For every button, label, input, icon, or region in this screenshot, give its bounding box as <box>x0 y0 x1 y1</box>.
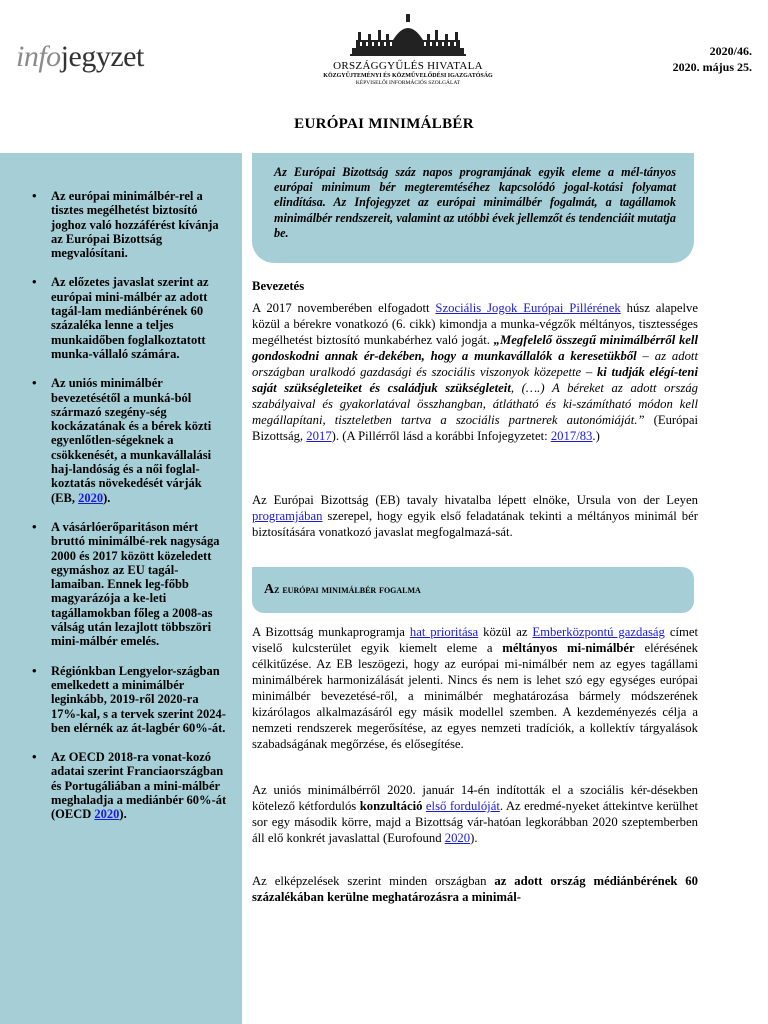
logo-jegyzet: jegyzet <box>60 40 144 73</box>
issue-date: 2020. május 25. <box>672 60 752 74</box>
summary-item: • Az OECD 2018-ra vonat-kozó adatai szerint Franciaországban és Portugáliában a mini-málbér meghaladja a mediánbér 60%-át (OECD 2020). <box>32 750 228 821</box>
infojegyzet-2017-83-link[interactable]: 2017/83 <box>550 429 593 443</box>
section-paragraph-3: Az elképzelések szerint minden országban az adott ország médiánbérének 60 százalékában kerülne meghatározásra a minimál- <box>252 874 698 904</box>
infojegyzet-logo <box>16 40 144 74</box>
program-link[interactable]: programjában <box>252 509 323 523</box>
pillar-link[interactable]: Szociális Jogok Európai Pillérének <box>435 301 621 315</box>
org-subtitle-1: KÖZGYŰJTEMÉNYI ÉS KÖZMŰVELŐDÉSI IGAZGATÓSÁG <box>323 73 493 79</box>
priorities-link[interactable]: hat prioritása <box>409 625 479 639</box>
summary-list <box>0 153 242 822</box>
intro-heading: Bevezetés <box>252 279 305 293</box>
eurofound-2020-link[interactable]: 2020 <box>444 831 471 845</box>
oecd-2020-link[interactable]: 2020 <box>94 807 120 822</box>
eb-2020-link[interactable]: 2020 <box>78 490 104 505</box>
section-paragraph-1: A Bizottság munkaprogramja hat prioritása közül az Emberközpontú gazdaság címet viselő kulcsterület egyik kiemelt eleme a méltányos mi-nimálbér elérésének célkitűzése. Az EB leszögezi, hogy az európai mi-nimálbér nem az egyes tagállami minimálbérek harmonizálását jelenti. Nincs és nem is lehet szó egy egységes európai minimálbér bevezetésé-ről, a minimálbér meghatározása bármely módszerének kizárólagos alkalmazásáról egy másik modellel szemben. A kezdeményezés célja a nemzeti rendszerek megerősítése, az egyes nemzeti tradíciók, a kollektív tárgyalások szabadságának megőrzése, és elősegítése. <box>252 625 698 751</box>
issue-info <box>673 43 752 75</box>
intro-paragraph-1: A 2017 novemberében elfogadott Szociális Jogok Európai Pillérének húsz alapelve közül a bérekre vonatkozó (6. cikk) kimondja a munka-végzők méltányos, tisztességes megélhetést biztosító munkabérhez való jogát. „Megfelelő összegű minimálbérről kell gondoskodni annak ér-dekében, hogy a munkavállalók a keresetükből – az adott országban uralkodó gazdasági és szociális viszonyok közepette – ki tudják elégí-teni saját szükségleteiket és családjuk szükségleteit, (….) A béreket az adott ország szabályaival és gyakorlatával összhangban, átlátható és ki-számítható módon kell megállapítani, tiszteletben tartva a szociális partnerek autonómiáját.” (Európai Bizottság, 2017). (A Pillérről lásd a korábbi Infojegyzetet: 2017/83.) <box>252 301 699 443</box>
org-header <box>318 14 498 86</box>
summary-sidebar <box>0 153 242 1024</box>
org-name: ORSZÁGGYŰLÉS HIVATALA <box>333 60 483 72</box>
parliament-building-icon <box>348 14 468 58</box>
page-title: EURÓPAI MINIMÁLBÉR <box>294 116 474 132</box>
logo-info: info <box>16 40 61 73</box>
intro-paragraph-2: Az Európai Bizottság (EB) tavaly hivatalba lépett elnöke, Ursula von der Leyen programjában szerepel, hogy egyik első feladatának tekinti a méltányos minimál bér biztosítására vonatkozó javaslat megfogalmazá-sát. <box>252 493 698 539</box>
summary-item: • Az európai minimálbér-rel a tisztes megélhetést biztosító joghoz való hozzáférést kívánja az Európai Bizottság megvalósítani. <box>32 189 228 260</box>
summary-item: • Régiónkban Lengyelor-szágban emelkedett a minimálbér leginkább, 2019-ről 2020-ra 17%-kal, s a tervek szerint 2024-ben elérnék az át-lagbér 60%-át. <box>32 664 228 735</box>
first-round-link[interactable]: első fordulóját <box>425 799 500 813</box>
section-heading: Az európai minimálbér fogalma <box>252 567 694 613</box>
abstract-box: Az Európai Bizottság száz napos programjának egyik eleme a mél-tányos európai minimum bér megteremtéséhez kapcsolódó jogal-kotási folyamat elindítása. Az Infojegyzet az európai minimálbér fogalmát, a tagállamok minimálbér rendszereit, valamint az utóbbi évek jellemzőt és tendenciáit mutatja be. <box>252 153 694 263</box>
section-paragraph-2: Az uniós minimálbérről 2020. január 14-én indították el a szociális kér-désekben kötelező kétfordulós konzultáció első fordulóját. Az eredmé-nyeket áttekintve kerülhet sor egy második körre, majd a Bizottság vár-hatóan legkorábban 2020 szeptemberben áll elő konkrét javaslattal (Eurofound 2020). <box>252 783 698 845</box>
eb-2017-link[interactable]: 2017 <box>306 429 332 443</box>
economy-link[interactable]: Emberközpontú gazdaság <box>532 625 665 639</box>
summary-item: • A vásárlóerőparitáson mért bruttó minimálbé-rek nagysága 2000 és 2017 között közeledett egymáshoz az EU tagál-lamaiban. Ennek leg-főbb magyarázója a ke-leti tagállamokban főleg a 2008-as válság után lezajlott többszöri mini-málbér emelés. <box>32 520 228 649</box>
org-subtitle-2: KÉPVISELŐI INFORMÁCIÓS SZOLGÁLAT <box>355 80 461 86</box>
summary-item: • Az uniós minimálbér bevezetésétől a munká-ból származó szegény-ség kockázatának és a bérek közti egyenlőtlen-ségeknek a csökkenését, a munkavállalási haj-landóság és a női foglal-koztatás növekedését várják (EB, 2020). <box>32 376 228 505</box>
issue-number: 2020/46. <box>709 44 752 58</box>
summary-item: • Az előzetes javaslat szerint az európai mini-málbér az adott tagál-lam mediánbérének 60 százaléka lenne a teljes munkaidőben foglalkoztatott munka-vállaló számára. <box>32 275 228 361</box>
